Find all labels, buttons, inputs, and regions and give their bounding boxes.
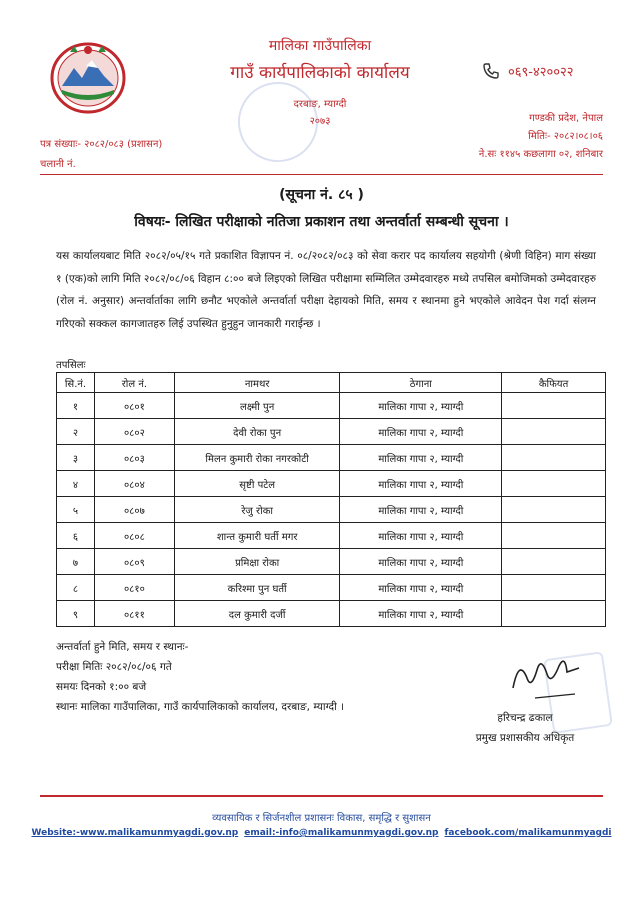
serial-cell: २ (57, 419, 95, 445)
phone-number: ०६९-४२००२२ (508, 65, 574, 80)
province: गण्डकी प्रदेश, नेपाल (529, 113, 603, 124)
serial-cell: ७ (57, 549, 95, 575)
details-label: तपसिलः (56, 360, 86, 371)
remarks-cell (502, 601, 606, 627)
address-cell: मालिका गापा २, म्याग्दी (340, 575, 502, 601)
column-header: नामथर (174, 373, 340, 393)
roll-cell: ०८०३ (94, 445, 174, 471)
nepal-sambat-date: ने.सः ११४५ कछलागा ०२, शनिबार (478, 149, 603, 160)
name-cell: शान्त कुमारी घर्ती मगर (174, 523, 340, 549)
header-divider (40, 174, 603, 175)
serial-cell: ६ (57, 523, 95, 549)
name-cell: मिलन कुमारी रोका नगरकोटी (174, 445, 340, 471)
address-cell: मालिका गापा २, म्याग्दी (340, 419, 502, 445)
column-header: सि.नं. (57, 373, 95, 393)
remarks-cell (502, 575, 606, 601)
remarks-cell (502, 445, 606, 471)
candidate-table (56, 372, 606, 627)
remarks-cell (502, 523, 606, 549)
address-cell: मालिका गापा २, म्याग्दी (340, 445, 502, 471)
column-header: रोल नं. (94, 373, 174, 393)
signature-icon (505, 648, 585, 708)
name-cell: प्रमिक्षा रोका (174, 549, 340, 575)
signatory-title: प्रमुख प्रशासकीय अधिकृत (475, 732, 575, 744)
column-header: कैफियत (502, 373, 606, 393)
header-right-meta (479, 110, 603, 164)
interview-time: समयः दिनको १:०० बजे (56, 681, 147, 693)
table-row (57, 393, 606, 419)
issue-date: मितिः- २०८२।०८।०६ (528, 131, 603, 142)
name-cell: करिश्मा पुन घर्ती (174, 575, 340, 601)
office-stamp-icon (229, 73, 327, 171)
serial-cell: ५ (57, 497, 95, 523)
address-cell: मालिका गापा २, म्याग्दी (340, 523, 502, 549)
roll-cell: ०८१० (94, 575, 174, 601)
exam-date: परीक्षा मितिः २०८२/०८/०६ गते (56, 661, 172, 673)
website-link[interactable]: Website:-www.malikamunmyagdi.gov.np (31, 828, 239, 838)
name-cell: सृष्टी पटेल (174, 471, 340, 497)
table-row (57, 419, 606, 445)
interview-venue: स्थानः मालिका गाउँपालिका, गाउँ कार्यपालिकाको कार्यालय, दरबाङ, म्याग्दी । (56, 701, 345, 713)
notice-number (0, 185, 643, 204)
name-cell: देवी रोका पुन (174, 419, 340, 445)
table-row (57, 497, 606, 523)
municipality-emblem-icon (48, 38, 128, 116)
serial-cell: ९ (57, 601, 95, 627)
table-row (57, 523, 606, 549)
signatory-block (440, 708, 610, 748)
address-cell: मालिका गापा २, म्याग्दी (340, 497, 502, 523)
table-row (57, 575, 606, 601)
serial-cell: ८ (57, 575, 95, 601)
roll-cell: ०८११ (94, 601, 174, 627)
remarks-cell (502, 497, 606, 523)
phone-block (482, 62, 574, 80)
address-cell: मालिका गापा २, म्याग्दी (340, 549, 502, 575)
office-name: गाउँ कार्यपालिकाको कार्यालय (230, 63, 410, 83)
header-left-meta (40, 135, 162, 175)
roll-cell: ०८०१ (94, 393, 174, 419)
serial-cell: १ (57, 393, 95, 419)
office-location: दरबाङ, म्याग्दी (293, 99, 347, 110)
remarks-cell (502, 419, 606, 445)
footer-links (0, 828, 643, 838)
notice-subject: विषयः- लिखित परीक्षाको नतिजा प्रकाशन तथा अन्तर्वार्ता सम्बन्धी सूचना । (134, 214, 509, 230)
table-row (57, 601, 606, 627)
name-cell: दल कुमारी दर्जी (174, 601, 340, 627)
address-cell: मालिका गापा २, म्याग्दी (340, 601, 502, 627)
table-row (57, 471, 606, 497)
signatory-name: हरिचन्द्र ढकाल (497, 712, 553, 724)
address-cell: मालिका गापा २, म्याग्दी (340, 471, 502, 497)
facebook-link[interactable]: facebook.com/malikamunmyagdi (444, 828, 612, 838)
notice-number-close: ) (357, 187, 364, 203)
established-year: २०७३ (309, 116, 331, 127)
table-row (57, 549, 606, 575)
phone-icon (482, 62, 500, 80)
remarks-cell (502, 471, 606, 497)
serial-cell: ३ (57, 445, 95, 471)
notice-body: यस कार्यालयबाट मिति २०८२/०५/१५ गते प्रकाशित विज्ञापन नं. ०८/२०८२/०८३ को सेवा करार पद कार्यालय सहयोगी (श्रेणी विहिन) माग संख्या १ (एक)को लागि मिति २०८२/०८/०६ विहान ८:०० बजे लिइएको लिखित परीक्षामा सम्मिलित उम्मेदवारहरु मध्ये तपसिल बमोजिमको उम्मेदवारहरु (रोल नं. अनुसार) अन्तर्वार्ताका लागि छनौट भएकोले अन्तर्वार्ता परीक्षा देहायको मिति, समय र स्थानमा हुने भएकोले आवेदन पेश गर्दा संलग्न गरिएको सक्कल कागजातहरु लिई उपस्थित हुनुहुन जानकारी गराईन्छ । (56, 250, 596, 330)
letter-number: पत्र संख्याः- २०८२/०८३ (प्रशासन) (40, 139, 163, 150)
address-cell: मालिका गापा २, म्याग्दी (340, 393, 502, 419)
table-row (57, 445, 606, 471)
notice-number-label: (सूचना नं. (279, 187, 334, 203)
interview-details (56, 637, 344, 717)
serial-cell: ४ (57, 471, 95, 497)
remarks-cell (502, 549, 606, 575)
name-cell: रेजु रोका (174, 497, 340, 523)
footer-divider (40, 795, 603, 797)
email-link[interactable]: email:-info@malikamunmyagdi.gov.np (244, 828, 439, 838)
name-cell: लक्ष्मी पुन (174, 393, 340, 419)
footer-slogan: व्यवसायिक र सिर्जनशील प्रशासनः विकास, समृद्धि र सुशासन (212, 813, 431, 824)
municipality-name: मालिका गाउँपालिका (268, 38, 372, 54)
remarks-cell (502, 393, 606, 419)
interview-heading: अन्तर्वार्ता हुने मिति, समय र स्थानः- (56, 641, 189, 653)
column-header: ठेगाना (340, 373, 502, 393)
roll-cell: ०८०४ (94, 471, 174, 497)
roll-cell: ०८०७ (94, 497, 174, 523)
roll-cell: ०८०८ (94, 523, 174, 549)
table-header-row (57, 373, 606, 393)
dispatch-number: चलानी नं. (40, 159, 76, 170)
roll-cell: ०८०२ (94, 419, 174, 445)
roll-cell: ०८०९ (94, 549, 174, 575)
notice-number-value: ८५ (338, 187, 353, 203)
